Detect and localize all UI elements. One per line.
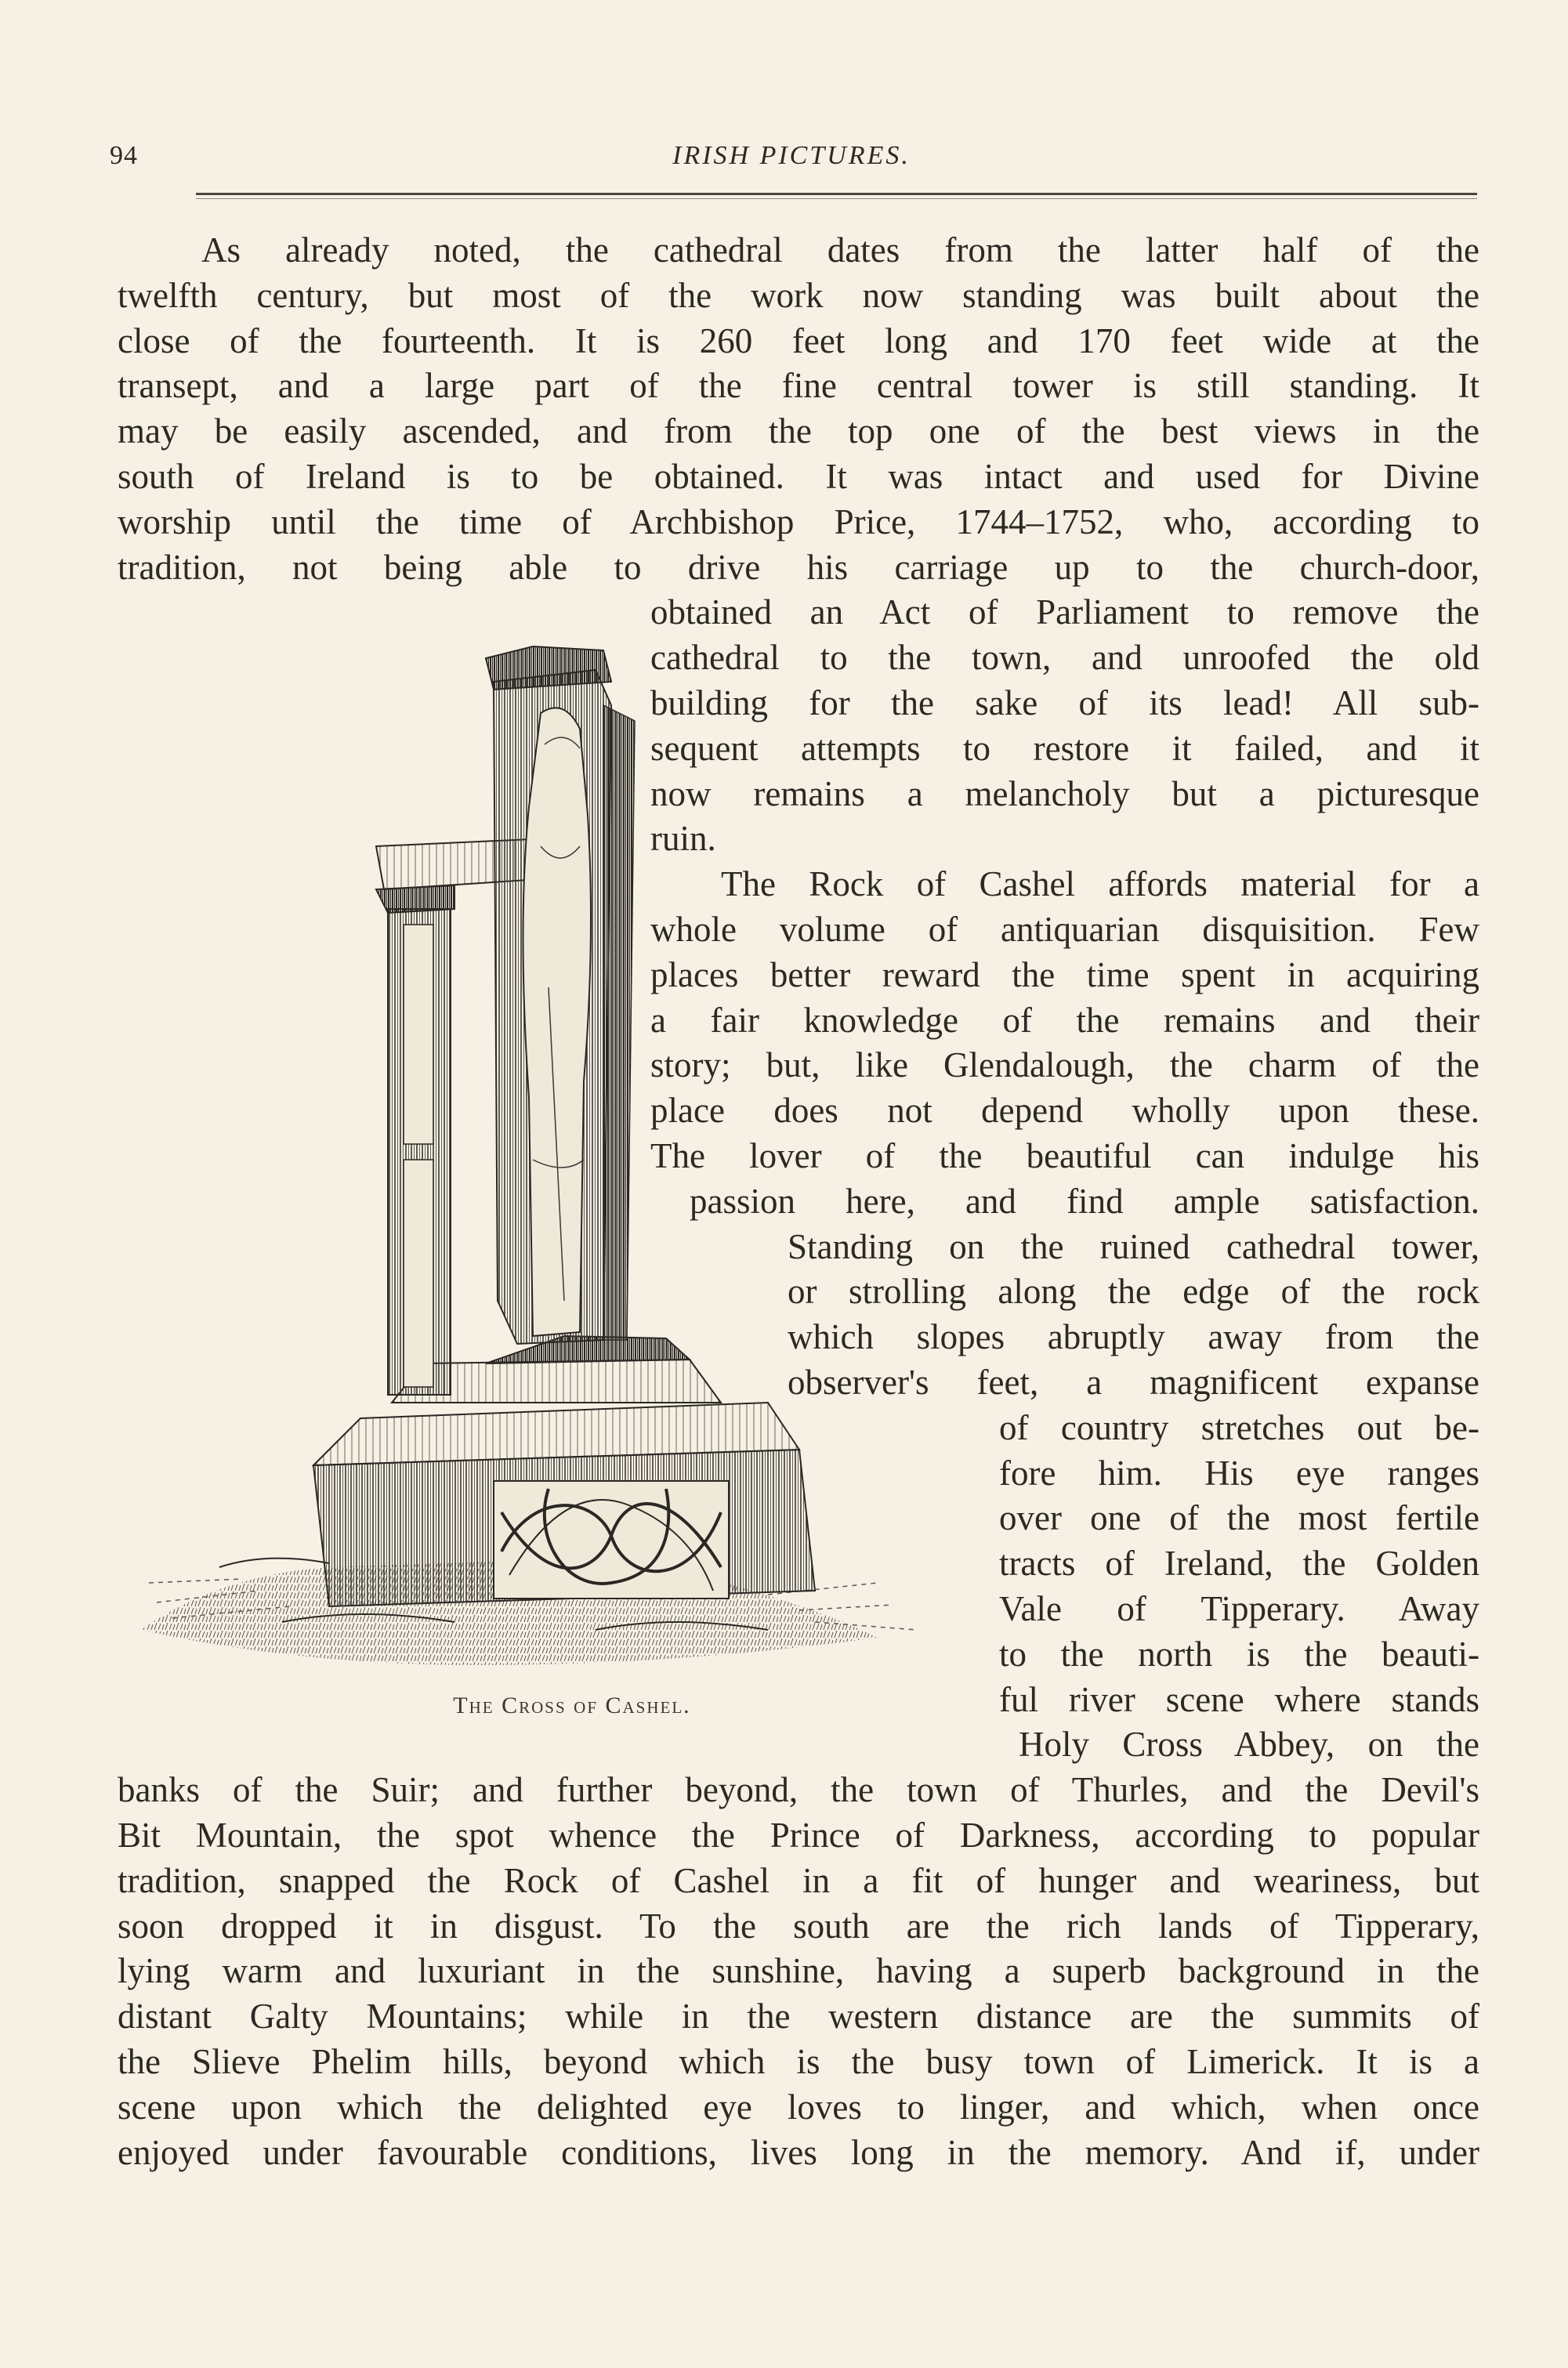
- text-line: sequent attempts to restore it failed, and it: [650, 728, 1479, 768]
- text-line: cathedral to the town, and unroofed the old: [650, 638, 1479, 678]
- text-line: banks of the Suir; and further beyond, the town of Thurles, and the Devil's: [118, 1770, 1479, 1810]
- text-line: twelfth century, but most of the work now standing was built about the: [118, 275, 1479, 315]
- text-line: fore him. His eye ranges: [999, 1453, 1479, 1493]
- text-line: tradition, snapped the Rock of Cashel in a fit of hunger and weariness, but: [118, 1860, 1479, 1900]
- text-line: Holy Cross Abbey, on the: [1019, 1725, 1479, 1765]
- text-line: to the north is the beauti-: [999, 1634, 1479, 1674]
- text-line: Bit Mountain, the spot whence the Prince of Darkness, according to popular: [118, 1816, 1479, 1855]
- text-line: worship until the time of Archbishop Price, 1744–1752, who, according to: [118, 501, 1479, 541]
- text-line: story; but, like Glendalough, the charm of the: [650, 1045, 1479, 1085]
- text-line: tradition, not being able to drive his carriage up to the church-door,: [118, 547, 1479, 587]
- text-line: whole volume of antiquarian disquisition. Few: [650, 910, 1479, 949]
- running-title: IRISH PICTURES.: [672, 141, 911, 170]
- text-line: tracts of Ireland, the Golden: [999, 1544, 1479, 1584]
- text-line: scene upon which the delighted eye loves to linger, and which, when once: [118, 2087, 1479, 2127]
- text-line: transept, and a large part of the fine central tower is still standing. It: [118, 366, 1479, 406]
- text-line: which slopes abruptly away from the: [788, 1317, 1479, 1357]
- header-rule-thin: [196, 198, 1477, 199]
- text-line: lying warm and luxuriant in the sunshine, having a superb background in the: [118, 1951, 1479, 1991]
- text-line: Standing on the ruined cathedral tower,: [788, 1226, 1479, 1266]
- text-line: the Slieve Phelim hills, beyond which is the busy town of Limerick. It is a: [118, 2042, 1479, 2081]
- text-line: enjoyed under favourable conditions, lives long in the memory. And if, under: [118, 2132, 1479, 2172]
- text-line: now remains a melancholy but a picturesque: [650, 773, 1479, 813]
- text-line: The Rock of Cashel affords material for a: [721, 864, 1479, 904]
- text-line: ruin.: [650, 819, 716, 859]
- text-line: place does not depend wholly upon these.: [650, 1091, 1479, 1131]
- page-header: [110, 135, 1473, 182]
- text-line: soon dropped it in disgust. To the south are the rich lands of Tipperary,: [118, 1906, 1479, 1946]
- text-line: close of the fourteenth. It is 260 feet long and 170 feet wide at the: [118, 320, 1479, 360]
- text-line: or strolling along the edge of the rock: [788, 1272, 1479, 1312]
- text-line: a fair knowledge of the remains and their: [650, 1000, 1479, 1040]
- page-number: 94: [110, 141, 138, 170]
- text-line: over one of the most fertile: [999, 1498, 1479, 1538]
- text-line: obtained an Act of Parliament to remove the: [650, 592, 1479, 632]
- text-line: south of Ireland is to be obtained. It was intact and used for Divine: [118, 457, 1479, 496]
- text-line: passion here, and find ample satisfaction.: [690, 1181, 1479, 1221]
- text-line: may be easily ascended, and from the top one of the best views in the: [118, 411, 1479, 451]
- text-line: ful river scene where stands: [999, 1679, 1479, 1719]
- text-line: of country stretches out be-: [999, 1407, 1479, 1447]
- text-line: The lover of the beautiful can indulge his: [650, 1136, 1479, 1175]
- text-line: places better reward the time spent in acquiring: [650, 954, 1479, 994]
- header-rule: [196, 193, 1477, 195]
- text-line: distant Galty Mountains; while in the western distance are the summits of: [118, 1997, 1479, 2037]
- text-line: As already noted, the cathedral dates from the latter half of the: [201, 230, 1479, 270]
- text-line: Vale of Tipperary. Away: [999, 1589, 1479, 1628]
- cross-of-cashel-illustration: [125, 611, 987, 1708]
- text-line: observer's feet, a magnificent expanse: [788, 1363, 1479, 1402]
- text-line: building for the sake of its lead! All sub-: [650, 683, 1479, 722]
- figure-caption: The Cross of Cashel.: [453, 1693, 691, 1718]
